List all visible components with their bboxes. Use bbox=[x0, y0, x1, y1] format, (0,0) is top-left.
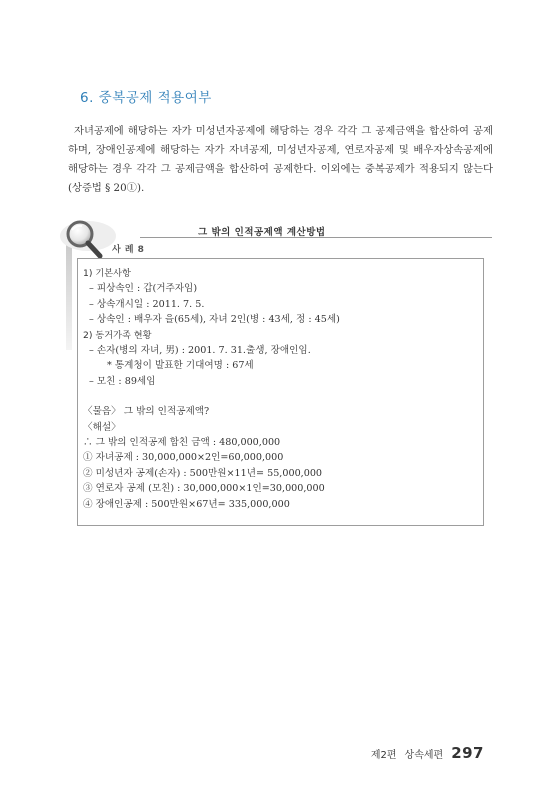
answer-item: ④ 장애인공제 : 500만원×67년= 335,000,000 bbox=[83, 498, 290, 510]
magnifier-icon bbox=[58, 216, 132, 262]
spacer bbox=[83, 389, 479, 404]
list-item: – 상속개시일 : 2011. 7. 5. bbox=[89, 298, 205, 310]
list-item-note: * 통계청이 발표한 기대여명 : 67세 bbox=[107, 360, 254, 372]
section-title: 6. 중복공제 적용여부 bbox=[80, 90, 212, 106]
footer-part: 상속세편 bbox=[404, 750, 444, 761]
answer-heading: 〈해설〉 bbox=[83, 421, 121, 433]
basic-info-heading: 1) 기본사항 bbox=[83, 268, 131, 279]
list-item: – 모친 : 89세임 bbox=[89, 375, 156, 387]
page-number: 297 bbox=[451, 744, 484, 762]
list-item: – 상속인 : 배우자 을(65세), 자녀 2인(병 : 43세, 정 : 45세) bbox=[89, 314, 340, 326]
list-item: – 손자(병의 자녀, 男) : 2001. 7. 31.출생, 장애인임. bbox=[89, 345, 311, 357]
page-footer bbox=[371, 744, 484, 762]
case-title: 그 밖의 인적공제액 계산방법 bbox=[198, 227, 326, 238]
answer-total: ∴ 그 밖의 인적공제 합친 금액 : 480,000,000 bbox=[83, 437, 281, 449]
family-heading: 2) 동거가족 현황 bbox=[83, 329, 152, 341]
question-line: 〈물음〉 그 밖의 인적공제액? bbox=[83, 406, 210, 418]
list-item: – 피상속인 : 갑(거주자임) bbox=[89, 283, 198, 295]
answer-item: ② 미성년자 공제(손자) : 500만원×11년= 55,000,000 bbox=[83, 467, 323, 479]
footer-chapter: 제2편 bbox=[370, 750, 397, 761]
answer-item: ③ 연로자 공제 (모친) : 30,000,000×1인=30,000,000 bbox=[83, 483, 325, 495]
answer-item: ① 자녀공제 : 30,000,000×2인=60,000,000 bbox=[83, 452, 284, 464]
case-label: 사 례 8 bbox=[112, 245, 145, 255]
case-content bbox=[83, 266, 479, 512]
intro-paragraph: 자녀공제에 해당하는 자가 미성년자공제에 해당하는 경우 각각 그 공제금액을 합산하여 공제하며, 장애인공제에 해당하는 자가 자녀공제, 미성년자공제, 연로자공제 및 배우자상속공제에 해당하는 경우 각각 그 공제금액을 합산하여 공제한다. 이외에는 중복공제가 적용되지 않는다(상증법 § 20①). bbox=[68, 125, 493, 194]
